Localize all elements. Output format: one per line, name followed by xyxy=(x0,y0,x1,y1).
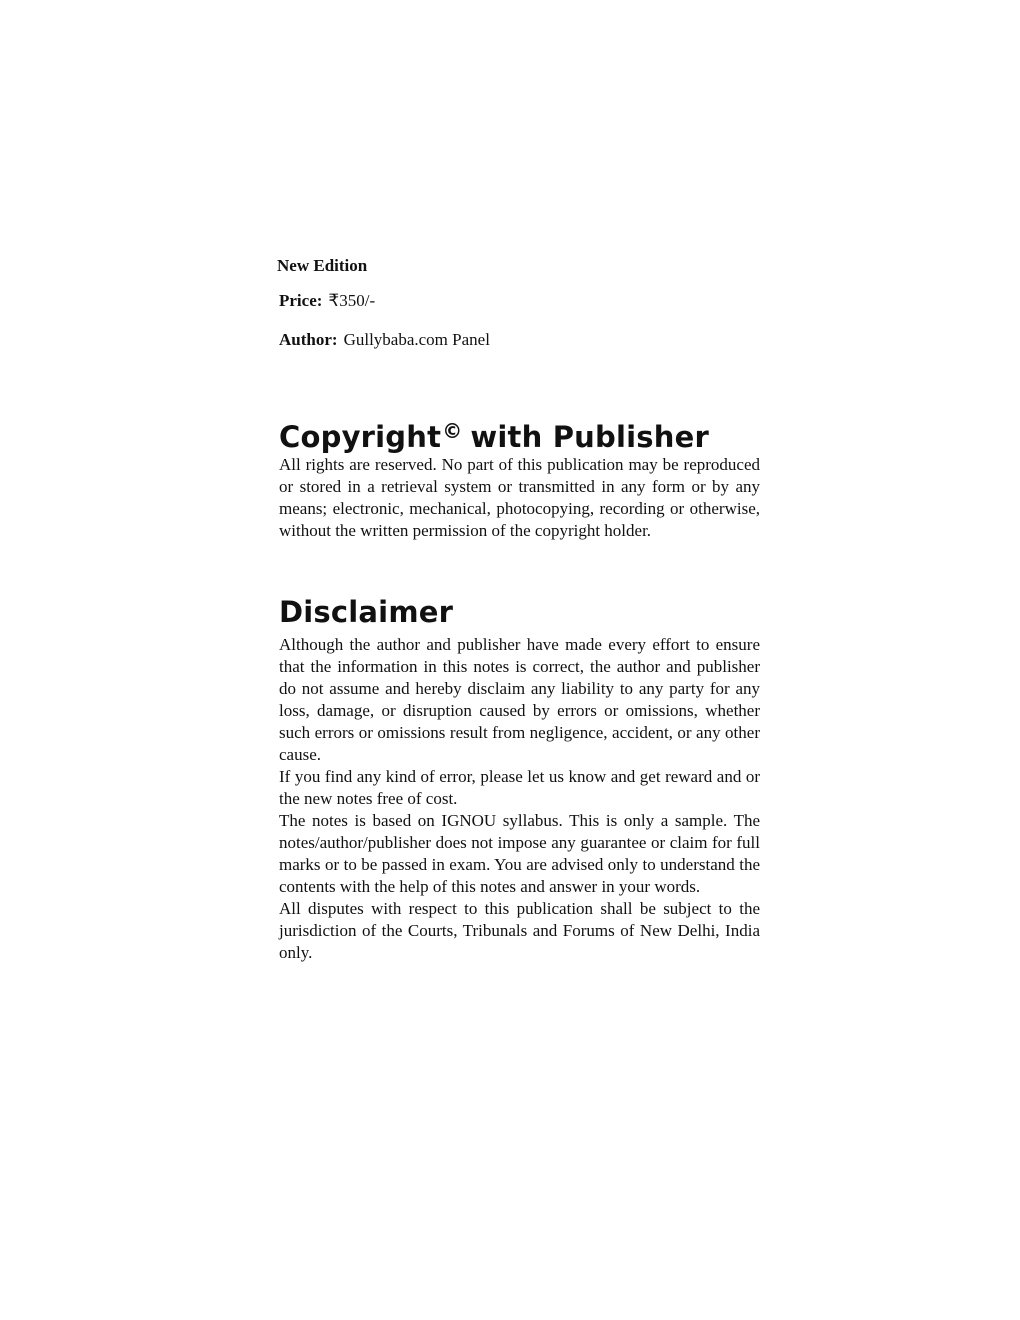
disclaimer-body xyxy=(279,634,760,964)
disclaimer-paragraph: All disputes with respect to this publication shall be subject to the jurisdiction of the Courts, Tribunals and Forums of New Delhi, India only. xyxy=(279,899,760,962)
edition-label: New Edition xyxy=(277,256,368,275)
disclaimer-heading: Disclaimer xyxy=(279,595,454,629)
price-line xyxy=(279,291,375,311)
copyright-heading-text: Copyright xyxy=(279,420,442,454)
price-value: ₹350/- xyxy=(328,291,376,310)
disclaimer-paragraph: The notes is based on IGNOU syllabus. This is only a sample. The notes/author/publisher does not impose any guarantee or claim for full marks or to be passed in exam. You are advised only to understand the contents with the help of this notes and answer in your words. xyxy=(279,811,760,896)
price-label: Price: xyxy=(279,291,323,310)
copyright-body: All rights are reserved. No part of this publication may be reproduced or stored in a retrieval system or transmitted in any form or by any means; electronic, mechanical, photocopying, recording or otherwise, without the written permission of the copyright holder. xyxy=(279,455,760,540)
disclaimer-paragraph: Although the author and publisher have made every effort to ensure that the information in this notes is correct, the author and publisher do not assume and hereby disclaim any liability to any party for any loss, damage, or disruption caused by errors or omissions, whether such errors or omissions result from negligence, accident, or any other cause. xyxy=(279,635,760,764)
copyright-heading xyxy=(279,419,709,454)
copyright-symbol: © xyxy=(442,419,463,443)
author-line xyxy=(279,330,490,350)
disclaimer-paragraph: If you find any kind of error, please let us know and get reward and or the new notes free of cost. xyxy=(279,767,760,808)
author-label: Author: xyxy=(279,330,338,349)
author-value: Gullybaba.com Panel xyxy=(343,330,490,349)
copyright-heading-suffix: with Publisher xyxy=(470,420,709,454)
